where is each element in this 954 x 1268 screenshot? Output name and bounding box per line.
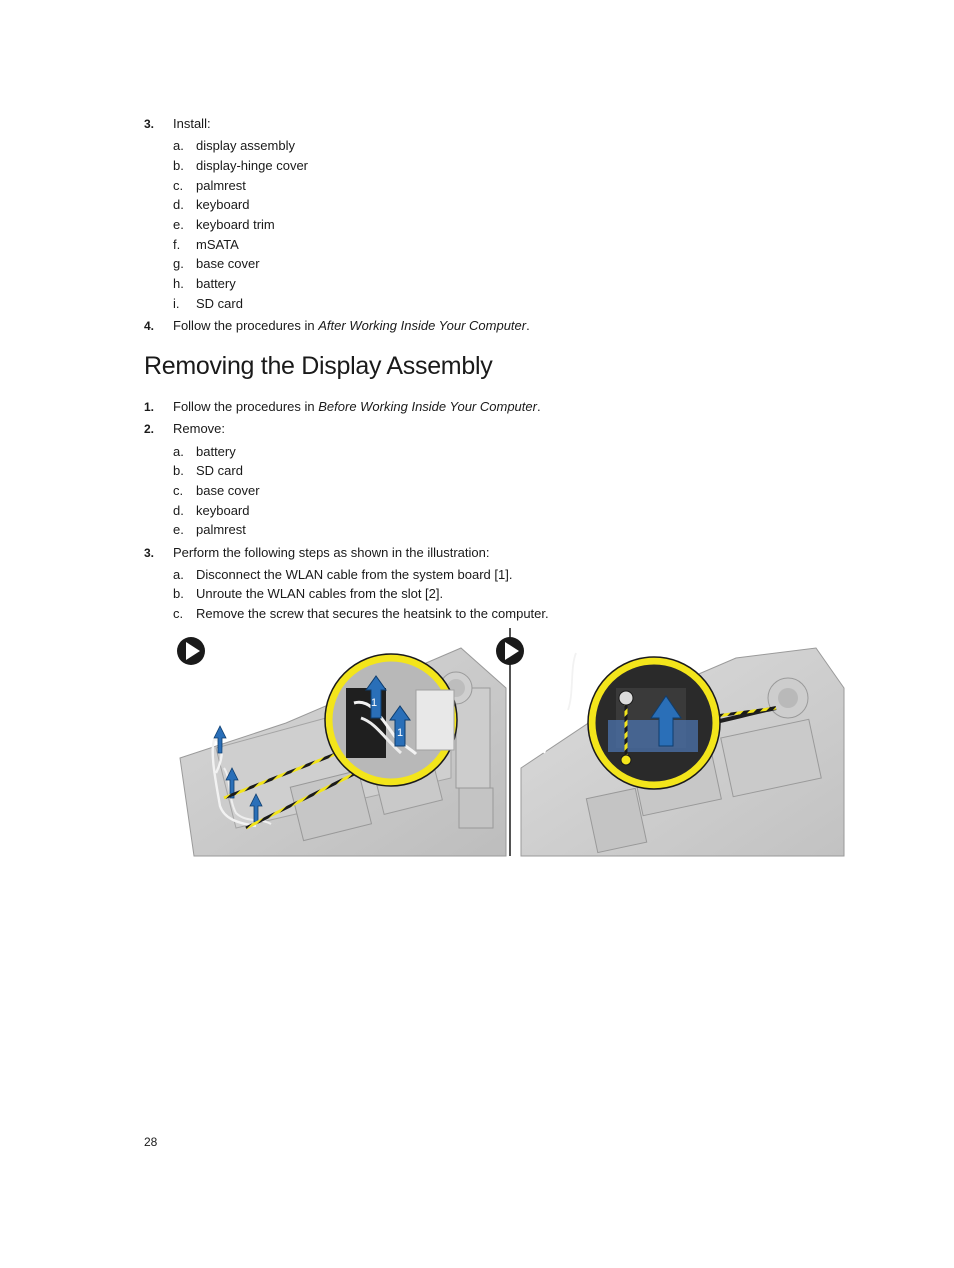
section-title: Removing the Display Assembly <box>144 352 493 380</box>
screw-icon <box>619 691 633 705</box>
step-label: Install: <box>173 116 211 131</box>
step-number: 2. <box>144 422 155 436</box>
illustration-svg <box>176 628 846 858</box>
illustration <box>176 628 846 858</box>
step-label: Perform the following steps as shown in the illustration: <box>173 545 490 560</box>
page-number: 28 <box>144 1135 158 1149</box>
callout-1: 1 <box>370 697 378 709</box>
illustration-right-panel <box>496 637 844 856</box>
step-number: 4. <box>144 319 155 333</box>
step-number: 3. <box>144 117 155 131</box>
procedure-link[interactable]: Before Working Inside Your Computer <box>318 399 537 414</box>
illustration-left-panel <box>177 637 506 856</box>
callout-2: 1 <box>396 727 404 739</box>
step-text: Follow the procedures in Before Working Inside Your Computer. <box>173 399 541 414</box>
step-label: Remove: <box>173 421 226 436</box>
step-text: Follow the procedures in After Working Inside Your Computer. <box>173 318 530 333</box>
step-number: 1. <box>144 400 155 414</box>
procedure-link[interactable]: After Working Inside Your Computer <box>318 318 527 333</box>
manual-page: 3. Install: a. display assembly b. display-hinge cover c. palmrest d. keyboard e. keyboard trim f. mSATA g. base cover h. battery i. SD card 4. Follow the procedures in After Working Inside Your Computer. Removing the Display Assembly 1. Follow the procedures in Before Working Inside Your Computer. 2. Remove: a. battery b. SD card c. base cover d. keyboard e. palmrest 3. Perform the following steps as shown in the illustration: a. Disconnect the WLAN cable from the system board [1]. b. Unroute the WLAN cables from the slot [2]. c. Remove the screw that secures the heatsink to the computer. 1 1 28 <box>0 0 954 1268</box>
step-number: 3. <box>144 546 155 560</box>
